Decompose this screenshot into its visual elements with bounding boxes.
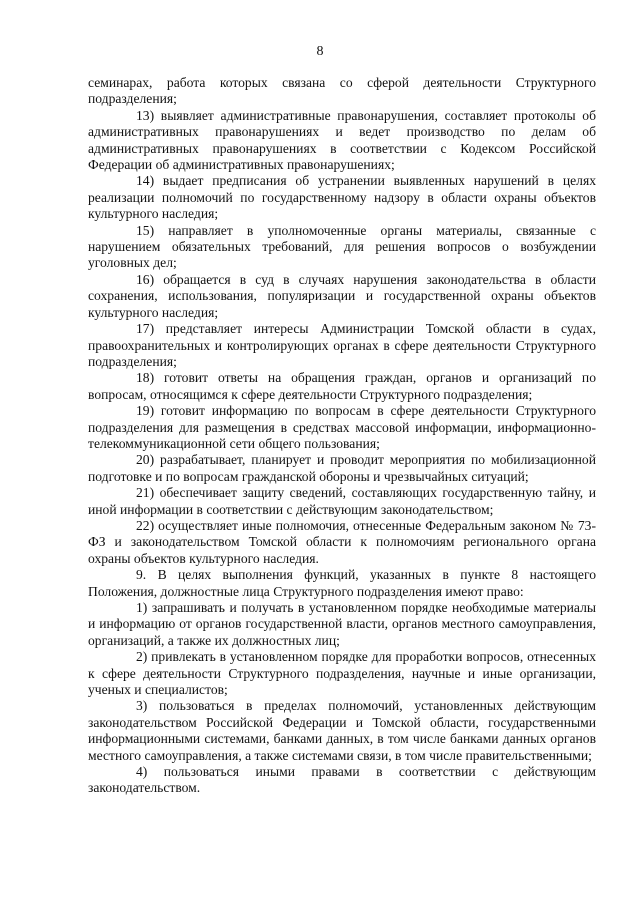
paragraph-item-14: 14) выдает предписания об устранении выявленных нарушений в целях реализации полномочий по государственному надзору в области охраны объектов культурного наследия; [88, 173, 596, 222]
paragraph-item-18: 18) готовит ответы на обращения граждан, органов и организаций по вопросам, относящимся к сфере деятельности Структурного подразделения; [88, 370, 596, 402]
paragraph-right-3: 3) пользоваться в пределах полномочий, установленных действующим законодательством Российской Федерации и Томской области, государственными информационными системами, банками данных, в том числе банками данных органов местного самоуправления, а также системами связи, в том числе правительственными; [88, 698, 596, 763]
document-body [88, 75, 596, 797]
paragraph-item-22: 22) осуществляет иные полномочия, отнесенные Федеральным законом № 73-ФЗ и законодательством Томской области к полномочиям регионального органа охраны объектов культурного наследия. [88, 517, 596, 566]
paragraph-item-21: 21) обеспечивает защиту сведений, составляющих государственную тайну, и иной информации в соответствии с действующим законодательством; [88, 485, 596, 517]
paragraph-right-2: 2) привлекать в установленном порядке для проработки вопросов, отнесенных к сфере деятельности Структурного подразделения, научные и иные организации, ученых и специалистов; [88, 649, 596, 698]
page-number: 8 [316, 44, 324, 59]
paragraph-item-20: 20) разрабатывает, планирует и проводит мероприятия по мобилизационной подготовке и по вопросам гражданской обороны и чрезвычайных ситуаций; [88, 452, 596, 484]
paragraph-continuation: семинарах, работа которых связана со сферой деятельности Структурного подразделения; [88, 75, 596, 107]
paragraph-item-13: 13) выявляет административные правонарушения, составляет протоколы об административных правонарушениях и ведет производство по делам об административных правонарушениях в соответствии с Кодексом Российской Федерации об административных правонарушениях; [88, 107, 596, 173]
paragraph-item-16: 16) обращается в суд в случаях нарушения законодательства в области сохранения, использования, популяризации и государственной охраны объектов культурного наследия; [88, 271, 596, 320]
paragraph-right-4: 4) пользоваться иными правами в соответствии с действующим законодательством. [88, 764, 596, 796]
paragraph-item-17: 17) представляет интересы Администрации Томской области в судах, правоохранительных и контролирующих органах в сфере деятельности Структурного подразделения; [88, 321, 596, 369]
paragraph-item-15: 15) направляет в уполномоченные органы материалы, связанные с нарушением обязательных требований, для решения вопросов о возбуждении уголовных дел; [88, 222, 596, 271]
paragraph-section-9: 9. В целях выполнения функций, указанных в пункте 8 настоящего Положения, должностные лица Структурного подразделения имеют право: [88, 567, 596, 599]
paragraph-right-1: 1) запрашивать и получать в установленном порядке необходимые материалы и информацию от органов государственной власти, органов местного самоуправления, организаций, а также их должностных лиц; [88, 600, 596, 648]
paragraph-item-19: 19) готовит информацию по вопросам в сфере деятельности Структурного подразделения для размещения в средствах массовой информации, информационно-телекоммуникационной сети общего пользования; [88, 403, 596, 451]
